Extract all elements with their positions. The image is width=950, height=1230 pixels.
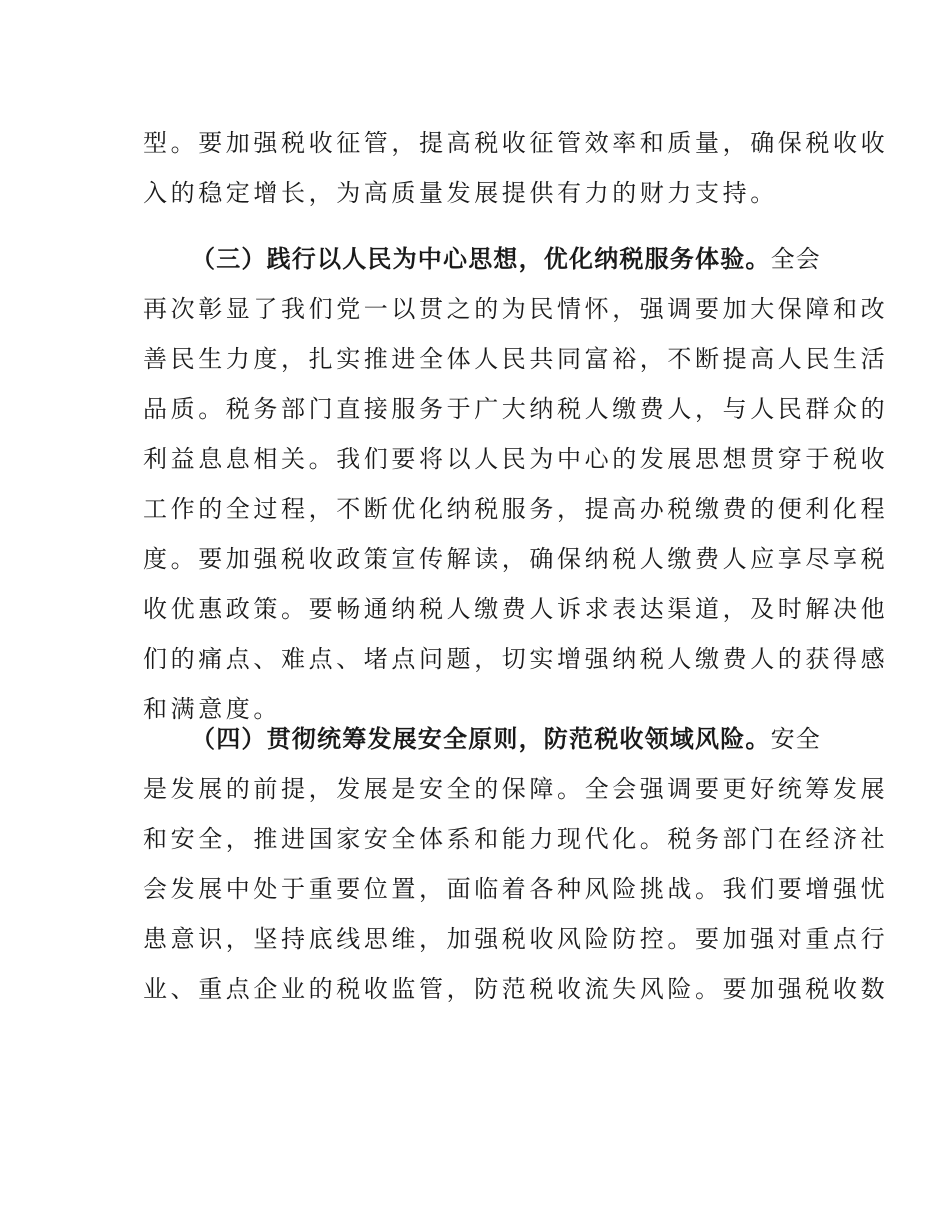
text-line: 利益息息相关。我们要将以人民为中心的发展思想贯穿于税收 [143, 445, 889, 473]
section-four-paragraph [143, 714, 889, 1014]
text-line: 是发展的前提，发展是安全的保障。全会强调要更好统筹发展 [143, 775, 889, 803]
text-line: 度。要加强税收政策宣传解读，确保纳税人缴费人应享尽享税 [143, 545, 889, 573]
section-three-first-line-rest: 全会 [770, 245, 822, 273]
text-line: 工作的全过程，不断优化纳税服务，提高办税缴费的便利化程 [143, 495, 889, 523]
section-four-first-line [143, 714, 822, 764]
text-line: 再次彰显了我们党一以贯之的为民情怀，强调要加大保障和改 [143, 295, 889, 323]
text-line: 业、重点企业的税收监管，防范税收流失风险。要加强税收数 [143, 975, 889, 1003]
section-four-first-line-rest: 安全 [770, 725, 822, 753]
text-line: 品质。税务部门直接服务于广大纳税人缴费人，与人民群众的 [143, 395, 889, 423]
section-three-paragraph [143, 234, 889, 734]
text-line: 善民生力度，扎实推进全体人民共同富裕，不断提高人民生活 [143, 345, 889, 373]
section-three-first-line [143, 234, 822, 284]
section-four-heading: （四）贯彻统筹发展安全原则，防范税收领域风险。 [191, 725, 771, 753]
text-line: 们的痛点、难点、堵点问题，切实增强纳税人缴费人的获得感 [143, 645, 889, 673]
text-line: 会发展中处于重要位置，面临着各种风险挑战。我们要增强忧 [143, 875, 889, 903]
section-three-heading: （三）践行以人民为中心思想，优化纳税服务体验。 [191, 245, 771, 273]
text-line: 患意识，坚持底线思维，加强税收风险防控。要加强对重点行 [143, 925, 889, 953]
text-line: 和安全，推进国家安全体系和能力现代化。税务部门在经济社 [143, 825, 889, 853]
text-line: 收优惠政策。要畅通纳税人缴费人诉求表达渠道，及时解决他 [143, 595, 889, 623]
text-line: 型。要加强税收征管，提高税收征管效率和质量，确保税收收 [143, 129, 889, 157]
text-line: 和满意度。 [143, 695, 281, 723]
text-line: 入的稳定增长，为高质量发展提供有力的财力支持。 [143, 179, 778, 207]
paragraph-continuation [143, 118, 889, 218]
